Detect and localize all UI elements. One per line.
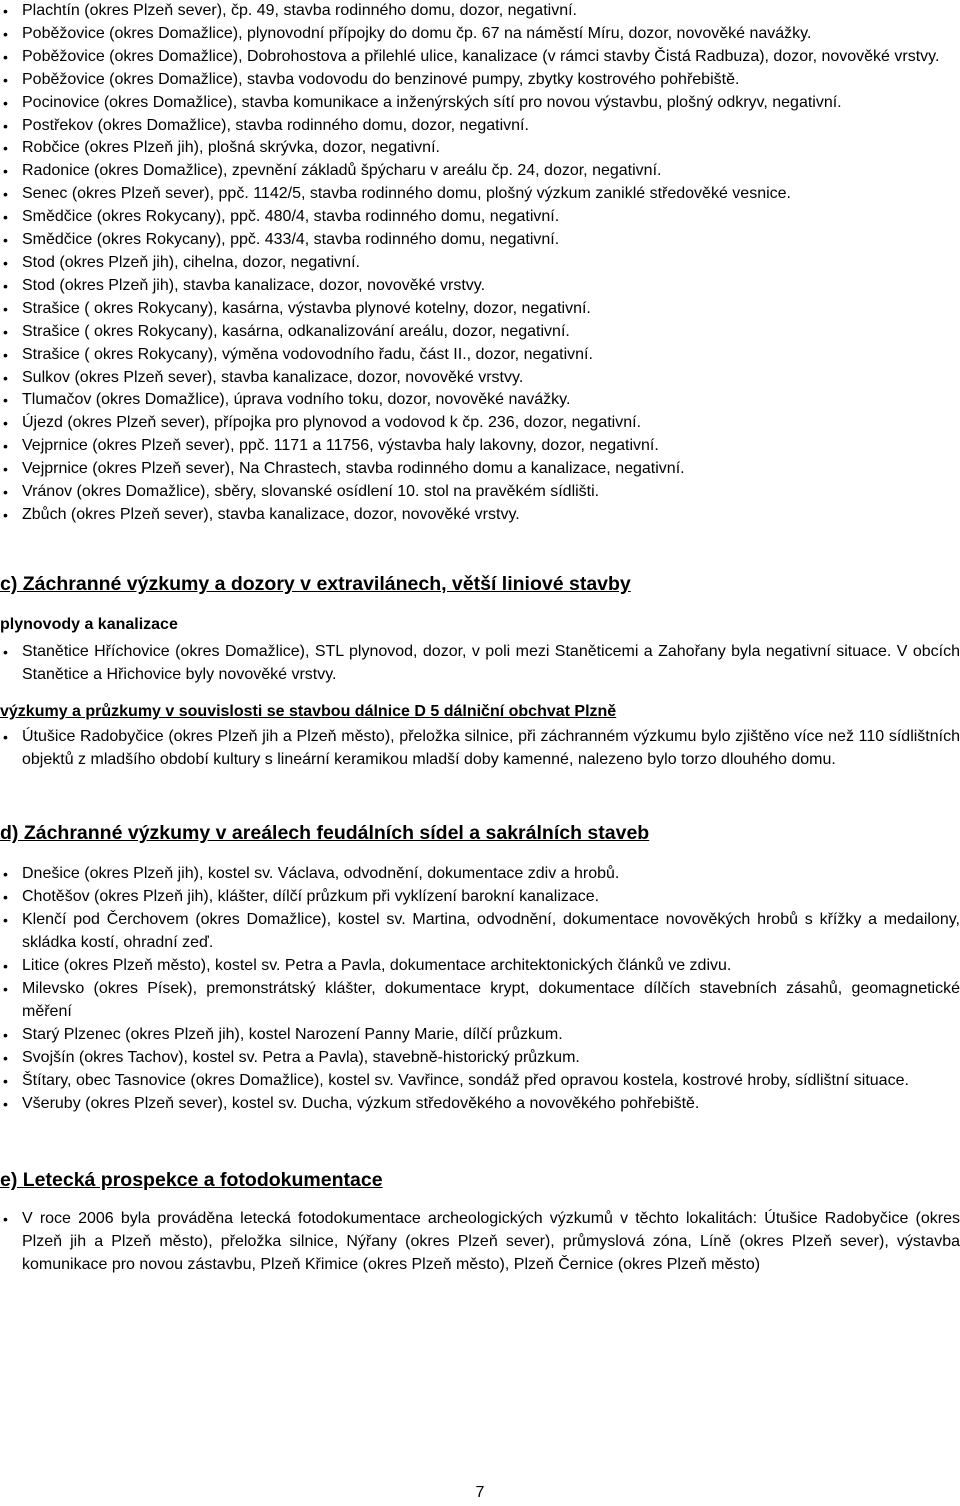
- list-item: • Postřekov (okres Domažlice), stavba rodinného domu, dozor, negativní.: [0, 115, 960, 138]
- section-d-list: [0, 863, 960, 1115]
- list-item: • Poběžovice (okres Domažlice), Dobrohostova a přilehlé ulice, kanalizace (v rámci stavby Čistá Radbuza), dozor, novověké vrstvy.: [0, 46, 960, 69]
- list-item: • Strašice ( okres Rokycany), kasárna, odkanalizování areálu, dozor, negativní.: [0, 321, 960, 344]
- list-item: • Vejprnice (okres Plzeň sever), Na Chrastech, stavba rodinného domu a kanalizace, negativní.: [0, 458, 960, 481]
- list-item: • Svojšín (okres Tachov), kostel sv. Petra a Pavla), stavebně-historický průzkum.: [0, 1047, 960, 1070]
- list-item: • Dnešice (okres Plzeň jih), kostel sv. Václava, odvodnění, dokumentace zdiv a hrobů.: [0, 863, 960, 886]
- list-item: • Tlumačov (okres Domažlice), úprava vodního toku, dozor, novověké navážky.: [0, 389, 960, 412]
- section-c-heading: c) Záchranné výzkumy a dozory v extravilánech, větší liniové stavby: [0, 572, 631, 595]
- section-c-highway-list: [0, 726, 960, 772]
- list-item: • Zbůch (okres Plzeň sever), stavba kanalizace, dozor, novověké vrstvy.: [0, 504, 960, 527]
- list-item: • Milevsko (okres Písek), premonstrátský klášter, dokumentace krypt, dokumentace dílčích stavebních zásahů, geomagnetické měření: [0, 978, 960, 1024]
- list-item: • Smědčice (okres Rokycany), ppč. 433/4, stavba rodinného domu, negativní.: [0, 229, 960, 252]
- section-c-subheading-pipelines: plynovody a kanalizace: [0, 615, 178, 633]
- list-item: • Pocinovice (okres Domažlice), stavba komunikace a inženýrských sítí pro novou výstavbu, plošný odkryv, negativní.: [0, 92, 960, 115]
- section-c-subheading-highway: výzkumy a průzkumy v souvislosti se stavbou dálnice D 5 dálniční obchvat Plzně: [0, 702, 617, 720]
- list-item: • Strašice ( okres Rokycany), kasárna, výstavba plynové kotelny, dozor, negativní.: [0, 298, 960, 321]
- section-e-heading: e) Letecká prospekce a fotodokumentace: [0, 1169, 383, 1192]
- list-item: • Chotěšov (okres Plzeň jih), klášter, dílčí průzkum při vyklízení barokní kanalizace.: [0, 886, 960, 909]
- list-item: • Štítary, obec Tasnovice (okres Domažlice), kostel sv. Vavřince, sondáž před opravou kostela, kostrové hroby, sídlištní situace.: [0, 1070, 960, 1093]
- list-item: • Smědčice (okres Rokycany), ppč. 480/4, stavba rodinného domu, negativní.: [0, 206, 960, 229]
- section-e-list: [0, 1208, 960, 1277]
- list-item: • Stod (okres Plzeň jih), stavba kanalizace, dozor, novověké vrstvy.: [0, 275, 960, 298]
- list-item: • Všeruby (okres Plzeň sever), kostel sv. Ducha, výzkum středověkého a novověkého pohřebiště.: [0, 1093, 960, 1116]
- list-item: • Sulkov (okres Plzeň sever), stavba kanalizace, dozor, novověké vrstvy.: [0, 367, 960, 390]
- list-item: • Strašice ( okres Rokycany), výměna vodovodního řadu, část II., dozor, negativní.: [0, 344, 960, 367]
- list-item: • Plachtín (okres Plzeň sever), čp. 49, stavba rodinného domu, dozor, negativní.: [0, 0, 960, 23]
- list-item: • Útušice Radobyčice (okres Plzeň jih a Plzeň město), přeložka silnice, při záchranném výzkumu bylo zjištěno více než 110 sídlištních objektů z mladšího období kultury s lineární keramikou mladší doby kamenné, nalezeno bylo torzo dlouhého domu.: [0, 726, 960, 772]
- list-item: • Poběžovice (okres Domažlice), stavba vodovodu do benzinové pumpy, zbytky kostrového pohřebiště.: [0, 69, 960, 92]
- section-d-heading: d) Záchranné výzkumy v areálech feudálních sídel a sakrálních staveb: [0, 822, 650, 845]
- list-item: • Starý Plzenec (okres Plzeň jih), kostel Narození Panny Marie, dílčí průzkum.: [0, 1024, 960, 1047]
- list-item: • V roce 2006 byla prováděna letecká fotodokumentace archeologických výzkumů v těchto lokalitách: Útušice Radobyčice (okres Plzeň jih a Plzeň město), přeložka silnice, Nýřany (okres Plzeň sever), průmyslová zóna, Líně (okres Plzeň sever), výstavba komunikace pro novou zástavbu, Plzeň Křimice (okres Plzeň město), Plzeň Černice (okres Plzeň město): [0, 1208, 960, 1277]
- section-b-list: [0, 0, 960, 527]
- list-item: • Vejprnice (okres Plzeň sever), ppč. 1171 a 11756, výstavba haly lakovny, dozor, negativní.: [0, 435, 960, 458]
- list-item: • Klenčí pod Čerchovem (okres Domažlice), kostel sv. Martina, odvodnění, dokumentace novověkých hrobů s křížky a medailony, skládka kostí, ohradní zeď.: [0, 909, 960, 955]
- section-c-pipelines-list: [0, 641, 960, 687]
- list-item: • Poběžovice (okres Domažlice), plynovodní přípojky do domu čp. 67 na náměstí Míru, dozor, novověké navážky.: [0, 23, 960, 46]
- list-item: • Stanětice Hříchovice (okres Domažlice), STL plynovod, dozor, v poli mezi Staněticemi a Zahořany byla negativní situace. V obcích Stanětice a Hřichovice byly novověké vrstvy.: [0, 641, 960, 687]
- page-number: 7: [475, 1484, 485, 1501]
- list-item: • Litice (okres Plzeň město), kostel sv. Petra a Pavla, dokumentace architektonických článků ve zdivu.: [0, 955, 960, 978]
- list-item: • Radonice (okres Domažlice), zpevnění základů špýcharu v areálu čp. 24, dozor, negativní.: [0, 160, 960, 183]
- list-item: • Vránov (okres Domažlice), sběry, slovanské osídlení 10. stol na pravěkém sídlišti.: [0, 481, 960, 504]
- list-item: • Senec (okres Plzeň sever), ppč. 1142/5, stavba rodinného domu, plošný výzkum zaniklé středověké vesnice.: [0, 183, 960, 206]
- list-item: • Stod (okres Plzeň jih), cihelna, dozor, negativní.: [0, 252, 960, 275]
- list-item: • Újezd (okres Plzeň sever), přípojka pro plynovod a vodovod k čp. 236, dozor, negativní.: [0, 412, 960, 435]
- list-item: • Robčice (okres Plzeň jih), plošná skrývka, dozor, negativní.: [0, 137, 960, 160]
